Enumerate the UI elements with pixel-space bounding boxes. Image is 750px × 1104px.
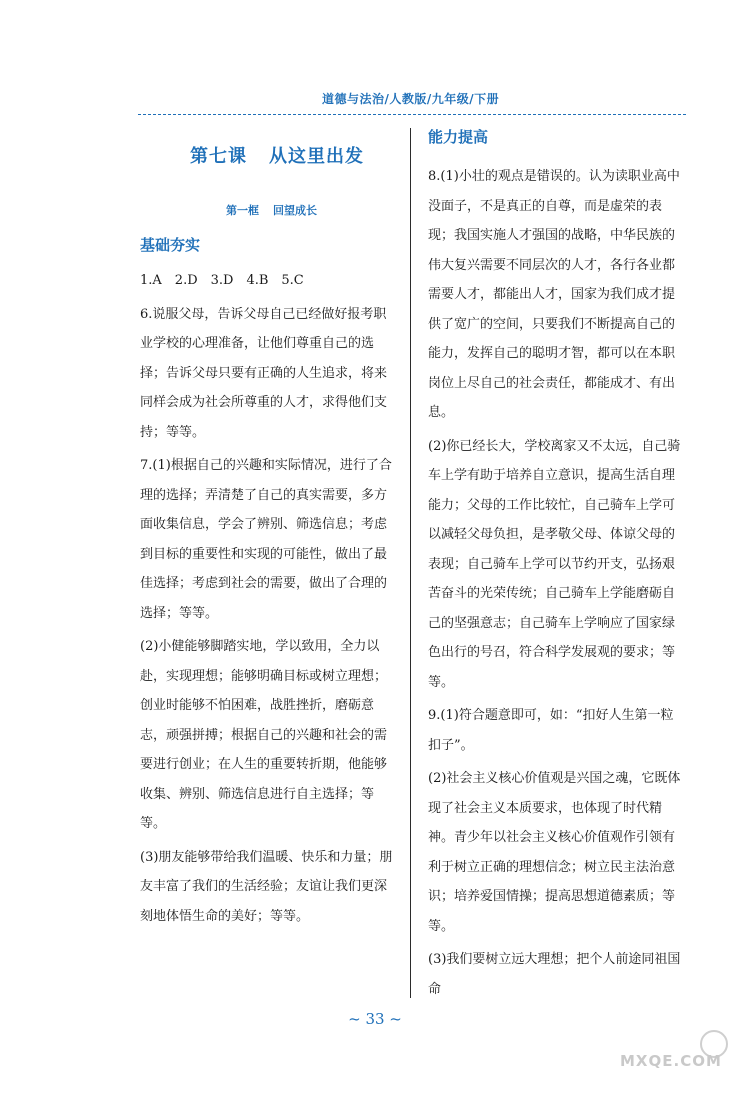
frame-number: 第一框 [226, 204, 259, 217]
section-ability-heading: 能力提高 [428, 128, 489, 146]
header-divider [138, 114, 686, 115]
page-number: ~ 33 ~ [348, 1010, 402, 1028]
book-series-header: 道德与法治/人教版/九年级/下册 [322, 92, 500, 106]
right-answer-column [428, 162, 686, 1004]
frame-title [226, 202, 317, 218]
section-basic-heading: 基础夯实 [140, 236, 201, 254]
answer-8-2: (2)你已经长大，学校离家又不太远，自己骑车上学有助于培养自立意识，提高生活自理能力；父母的工作比较忙，自己骑车上学可以减轻父母负担，是孝敬父母、体谅父母的表现；自己骑车上学可以节约开支，弘扬艰苦奋斗的光荣传统；自己骑车上学能磨砺自己的坚强意志；自己骑车上学响应了国家绿色出行的号召，符合科学发展观的要求；等等。 [428, 438, 681, 690]
answer-7-3: (3)朋友能够带给我们温暖、快乐和力量；朋友丰富了我们的生活经验；友谊让我们更深刻地体悟生命的美好；等等。 [140, 849, 393, 924]
left-answer-column [140, 266, 398, 931]
answer-6: 6.说服父母，告诉父母自己已经做好报考职业学校的心理准备，让他们尊重自己的选择；告诉父母只要有正确的人生追求，将来同样会成为社会所尊重的人才，求得他们支持；等等。 [140, 306, 388, 440]
lesson-name: 从这里出发 [269, 146, 364, 167]
answer-1-5: 1.A 2.D 3.D 4.B 5.C [140, 273, 304, 288]
answer-9-1: 9.(1)符合题意即可，如：“扣好人生第一粒扣子”。 [428, 708, 674, 753]
column-divider [410, 128, 411, 998]
answer-9-2: (2)社会主义核心价值观是兴国之魂，它既体现了社会主义本质要求，也体现了时代精神。青少年以社会主义核心价值观作引领有利于树立正确的理想信念；树立民主法治意识；培养爱国情操；提高思想道德素质；等等。 [428, 771, 681, 934]
lesson-number: 第七课 [190, 146, 247, 167]
answer-9-3: (3)我们要树立远大理想；把个人前途同祖国命 [428, 952, 681, 997]
watermark-text: MXQE.COM [620, 1052, 722, 1070]
answer-8-1: 8.(1)小壮的观点是错误的。认为读职业高中没面子，不是真正的自尊，而是虚荣的表现；我国实施人才强国的战略，中华民族的伟大复兴需要不同层次的人才，各行各业都需要人才，都能出人才，国家为我们成才提供了宽广的空间，只要我们不断提高自己的能力，发挥自己的聪明才智，都可以在本职岗位上尽自己的社会责任，都能成才、有出息。 [428, 169, 680, 420]
answer-7-1: 7.(1)根据自己的兴趣和实际情况，进行了合理的选择；弄清楚了自己的真实需要，多方面收集信息，学会了辨别、筛选信息；考虑到目标的重要性和实现的可能性，做出了最佳选择；考虑到社会的需要，做出了合理的选择；等等。 [140, 458, 392, 621]
answer-7-2: (2)小健能够脚踏实地，学以致用，全力以赴，实现理想；能够明确目标或树立理想；创业时能够不怕困难，战胜挫折，磨砺意志，顽强拼搏；根据自己的兴趣和社会的需要进行创业；在人生的重要转折期，他能够收集、辨别、筛选信息进行自主选择；等等。 [140, 639, 388, 831]
lesson-title [190, 142, 364, 168]
frame-name: 回望成长 [273, 204, 317, 217]
